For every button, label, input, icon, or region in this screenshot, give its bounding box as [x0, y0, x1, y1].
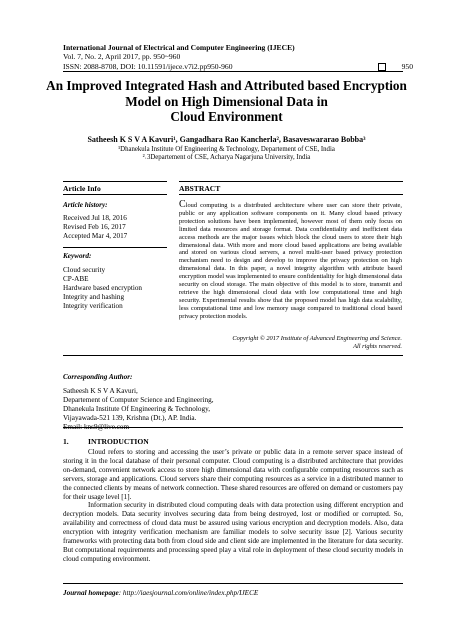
keyword-item: Integrity and hashing	[63, 293, 125, 301]
introduction-body	[63, 448, 403, 564]
copyright-notice	[179, 335, 402, 351]
history-item: Received Jul 18, 2016	[63, 214, 127, 222]
corresponding-line: Email: kns9@live.com	[63, 423, 130, 432]
journal-volume: Vol. 7, No. 2, April 2017, pp. 950~960	[63, 52, 181, 62]
paper-title	[40, 78, 413, 125]
paragraph: Information security in distributed cloud computing deals with data protection using different encryption and decryption models. Data security involves securing data from being destroyed, lost or modified or corrupted. So, availability and correctness of cloud data must be assured using various encryption and decryption models. Also, data encryption with integrity verification mechanism are familiar models to solve security issue [2]. Various security frameworks with protecting data both from cloud side and client side are implemented in the literature for data security. But computational requirements and processing speed play a vital role in deployment of these cloud security models in cloud computing environment.	[63, 501, 403, 563]
journal-homepage	[63, 589, 258, 597]
history-item: Accepted Mar 4, 2017	[63, 232, 128, 240]
article-info-heading: Article Info	[63, 184, 101, 193]
title-line: Cloud Environment	[170, 109, 283, 125]
keyword-item: Cloud security	[63, 266, 106, 274]
section-number: 1.	[63, 437, 69, 446]
corresponding-line: Satheesh K S V A Kavuri,	[63, 387, 138, 396]
title-line: An Improved Integrated Hash and Attributed based Encryption	[46, 78, 407, 93]
journal-name: International Journal of Electrical and Computer Engineering (IJECE)	[63, 43, 295, 52]
corresponding-label: Corresponding Author:	[63, 373, 133, 381]
footer-rule	[63, 583, 403, 584]
corresponding-line: Departement of Computer Science and Engineering,	[63, 396, 214, 405]
corresponding-bottom-rule	[63, 427, 403, 428]
article-info-top-rule	[63, 181, 167, 182]
keyword-item: CP-ABE	[63, 275, 89, 283]
journal-header	[63, 43, 413, 71]
section-title: INTRODUCTION	[88, 437, 149, 446]
abstract-body: loud computing is a distributed architecture where user can store their private, public or any application software components on it. Many cloud based privacy protection solutions have been implemented, however most of them only focus on limited data resources and storage format. Data confidentiality and inefficient data access methods are the major issues which block the cloud users to store their high dimensional data. With more and more cloud based applications are being available and stored on various cloud servers, a novel multi-user based privacy protection mechanism need to design and develop to improve the privacy protection on high dimensional data. In this paper, a novel integrity algorithm with attribute based encryption model was implemented to ensure confidentiality for high dimensional data security on cloud storage. The main objective of this model is to store, transmit and retrieve the high dimensional cloud data with low computational time and high security. Experimental results show that the proposed model has high data scalability, less computational time and low memory usage compared to traditional cloud based privacy protection models.	[179, 202, 402, 320]
history-divider	[63, 247, 167, 248]
keyword-block	[63, 252, 173, 311]
title-line: Model on High Dimensional Data in	[125, 93, 328, 109]
rights-line: All rights reserved.	[353, 343, 402, 350]
history-label: Article history:	[63, 201, 108, 209]
affiliation: ²˒3Departement of CSE, Acharya Nagarjuna University, India	[142, 154, 311, 161]
abstract-bottom-rule	[179, 194, 403, 195]
article-info-bottom-rule	[63, 194, 167, 195]
journal-issn: ISSN: 2088-8708, DOI: 10.11591/ijece.v7i2.pp950-960	[63, 61, 233, 71]
homepage-url[interactable]: : http://iaesjournal.com/online/index.php/IJECE	[118, 589, 259, 597]
page-number: 950	[401, 61, 413, 71]
abstract-top-rule	[179, 181, 403, 182]
affiliation: ¹Dhanekula Institute Of Engineering & Technology, Departement of CSE, India	[118, 146, 335, 153]
abstract-text	[179, 201, 402, 321]
keyword-label: Keyword:	[63, 252, 92, 260]
square-box-icon	[378, 63, 386, 71]
corresponding-top-rule	[63, 355, 403, 356]
section-heading	[63, 437, 149, 446]
header-rule	[63, 71, 403, 72]
author-list: Satheesh K S V A Kavuri¹, Gangadhara Rao Kancherla², Basaveswararao Bobba³	[87, 135, 366, 144]
homepage-label: Journal homepage	[63, 589, 119, 597]
corresponding-author	[63, 373, 363, 433]
history-item: Revised Feb 16, 2017	[63, 223, 126, 231]
keyword-item: Integrity verification	[63, 302, 123, 310]
corresponding-line: Dhanekula Institute Of Engineering & Technology,	[63, 405, 211, 414]
abstract-heading: ABSTRACT	[179, 184, 221, 193]
corresponding-line: Vijayawada-521 139, Krishna (Dt.), AP. India.	[63, 414, 197, 423]
copyright-line: Copyright © 2017 Institute of Advanced Engineering and Science.	[232, 335, 402, 342]
issn-row	[63, 61, 413, 71]
article-history	[63, 201, 173, 241]
keyword-item: Hardware based encryption	[63, 284, 143, 292]
paragraph: Cloud refers to storing and accessing the user’s private or public data in a remote server space instead of storing it in the local database of their personal computer. Cloud computing is a distributed architecture that provides on-demand, convenient network access to store high dimensional data with configurable computing resources such as servers, storage and applications. Cloud servers share their computing resources as a service in a distributed manner to the connected clients by means of network connection. These shared resources are offered on demand or customers pay for their usage level [1].	[63, 448, 403, 501]
abstract-dropcap: C	[179, 199, 186, 210]
